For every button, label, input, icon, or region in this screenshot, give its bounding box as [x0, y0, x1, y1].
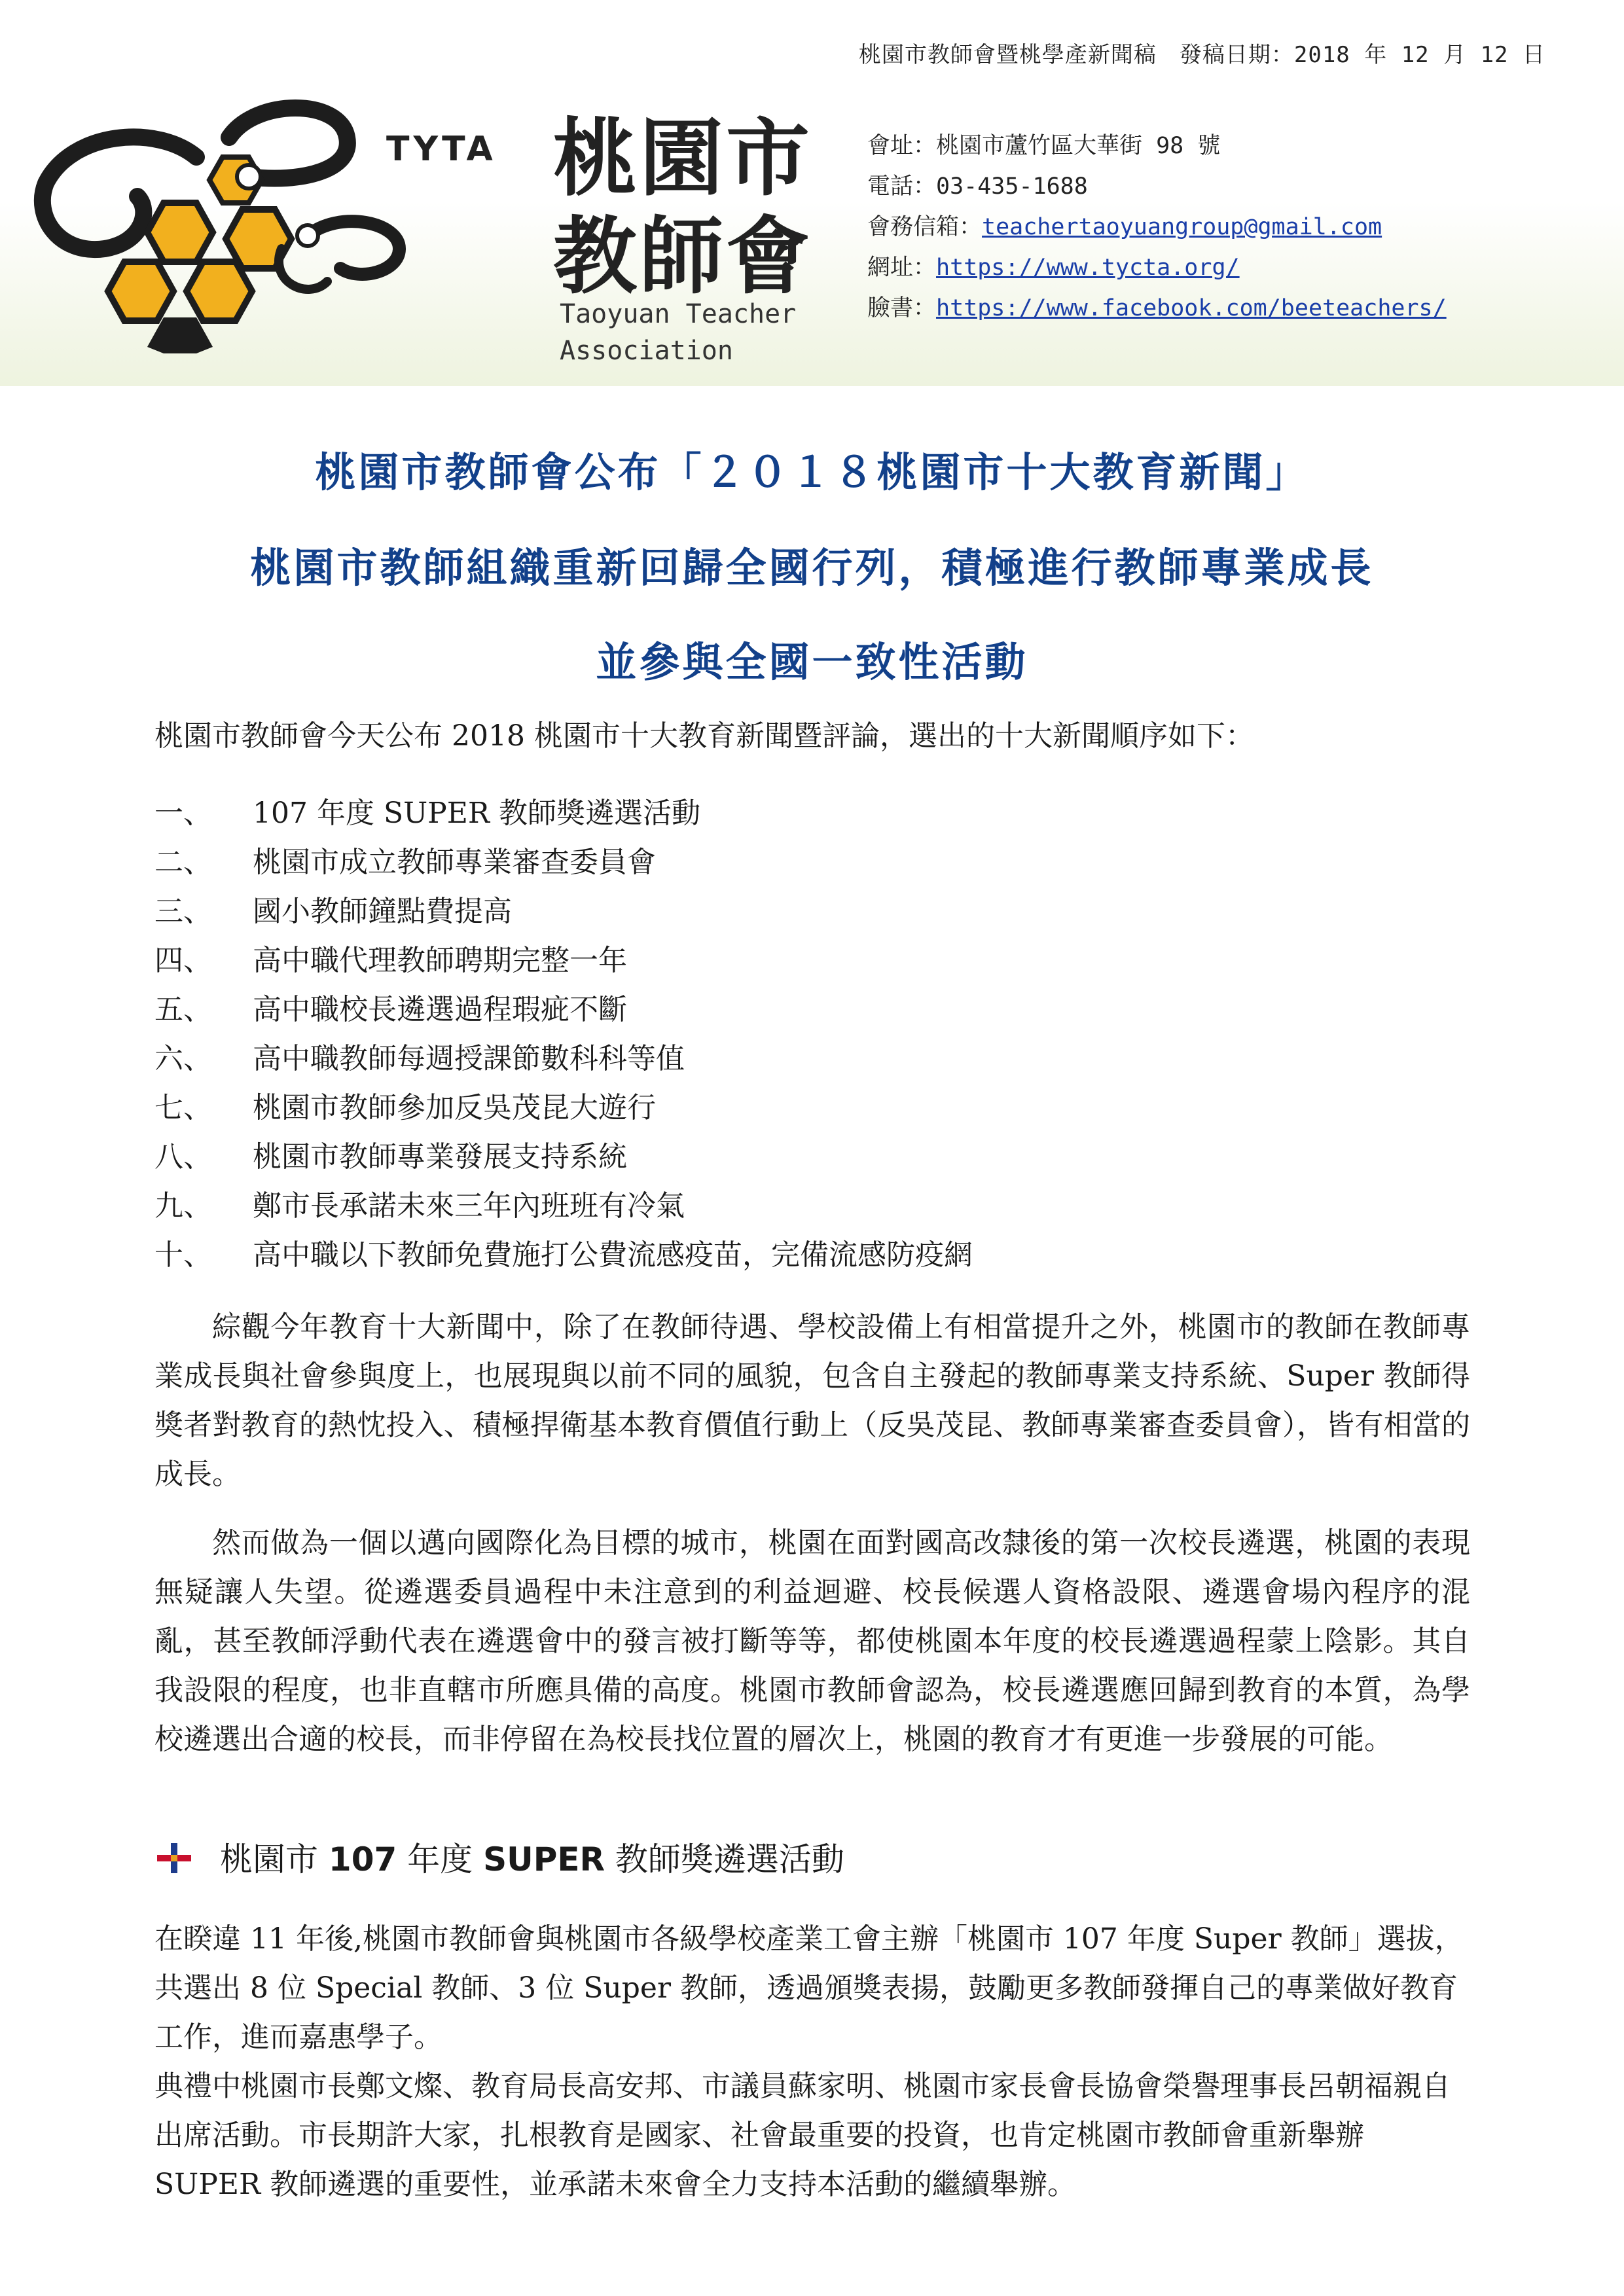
- contact-email: [867, 207, 1447, 247]
- list-number: 三、: [154, 895, 212, 928]
- contact-label: 臉書：: [867, 295, 937, 321]
- press-release-line: 桃園市教師會暨桃學產新聞稿 發稿日期：2018 年 12 月 12 日: [858, 42, 1545, 68]
- list-item: [154, 887, 1490, 936]
- org-name-en-line2: Association: [560, 336, 733, 366]
- heading-text: 桃園市: [220, 1840, 329, 1878]
- org-name-zh-line2: 教師會: [553, 208, 813, 306]
- website-link[interactable]: https://www.tycta.org/: [936, 255, 1240, 281]
- list-text: 桃園市教師專業發展支持系統: [253, 1140, 627, 1174]
- list-text: 高中職校長遴選過程瑕疵不斷: [253, 993, 627, 1026]
- heading-text: 教師獎遴選活動: [605, 1840, 844, 1878]
- subtitle-line1: 桃園市教師組織重新回歸全國行列，積極進行教師專業成長: [250, 544, 1374, 592]
- heading-text: 年度: [397, 1840, 484, 1878]
- list-text: 高中職代理教師聘期完整一年: [253, 944, 627, 977]
- contact-value: 桃園市蘆竹區大華街 98 號: [936, 133, 1221, 159]
- intro-paragraph: 桃園市教師會今天公布 2018 桃園市十大教育新聞暨評論，選出的十大新聞順序如下：: [154, 719, 1254, 753]
- list-number: 十、: [154, 1238, 212, 1272]
- contact-label: 網址：: [867, 255, 937, 281]
- section-heading: [154, 1837, 844, 1882]
- top-ten-news-list: [154, 789, 1490, 1280]
- list-number: 八、: [154, 1140, 212, 1174]
- bee-logo-icon: [33, 85, 543, 360]
- list-item: [154, 985, 1490, 1034]
- contact-address: [867, 126, 1447, 166]
- contact-facebook: [867, 288, 1447, 329]
- plus-bullet-icon: [154, 1842, 194, 1874]
- email-link[interactable]: teachertaoyuangroup@gmail.com: [982, 214, 1382, 240]
- contact-label: 會務信箱：: [867, 214, 983, 240]
- list-number: 七、: [154, 1091, 212, 1124]
- list-item: [154, 1083, 1490, 1132]
- list-item: [154, 1181, 1490, 1230]
- list-number: 一、: [154, 797, 212, 830]
- contact-website: [867, 247, 1447, 288]
- super-teacher-paragraph: 在睽違 11 年後,桃園市教師會與桃園市各級學校產業工會主辦「桃園市 107 年度 Super 教師」選拔，共選出 8 位 Special 教師、3 位 Super 教師，透過頒獎表揚，鼓勵更多教師發揮自己的專業做好教育工作，進而嘉惠學子。: [154, 1922, 1464, 2054]
- contact-phone: [867, 166, 1447, 207]
- principal-selection-paragraph: 然而做為一個以邁向國際化為目標的城市，桃園在面對國高改隸後的第一次校長遴選，桃園的表現無疑讓人失望。從遴選委員過程中未注意到的利益迴避、校長候選人資格設限、遴選會場內程序的混亂，甚至教師浮動代表在遴選會中的發言被打斷等等，都使桃園本年度的校長遴選過程蒙上陰影。其自我設限的程度，也非直轄市所應具備的高度。桃園市教師會認為，校長遴選應回歸到教育的本質，為學校遴選出合適的校長，而非停留在為校長找位置的層次上，桃園的教育才有更進一步發展的可能。: [154, 1526, 1470, 1756]
- list-number: 六、: [154, 1042, 212, 1075]
- list-item: [154, 1034, 1490, 1083]
- list-item: [154, 1230, 1490, 1280]
- summary-paragraph: 綜觀今年教育十大新聞中，除了在教師待遇、學校設備上有相當提升之外，桃園市的教師在教師專業成長與社會參與度上，也展現與以前不同的風貌，包含自主發起的教師專業支持系統、Super 教師得獎者對教育的熱忱投入、積極捍衛基本教育價值行動上（反吳茂昆、教師專業審查委員會），皆有相當的成長。: [154, 1310, 1470, 1491]
- org-name-en: [560, 296, 796, 369]
- list-number: 二、: [154, 846, 212, 879]
- org-name-zh: [553, 110, 812, 306]
- list-text: 107 年度 SUPER 教師獎遴選活動: [253, 797, 701, 830]
- contact-block: [867, 126, 1447, 329]
- org-name-zh-line1: 桃園市: [553, 110, 813, 207]
- subtitle-line2: 並參與全國一致性活動: [596, 638, 1028, 686]
- list-item: [154, 789, 1490, 838]
- contact-label: 電話：: [867, 173, 937, 200]
- list-text: 桃園市教師參加反吳茂昆大遊行: [253, 1091, 656, 1124]
- contact-label: 會址：: [867, 133, 937, 159]
- list-text: 高中職教師每週授課節數科科等值: [253, 1042, 685, 1075]
- headline-title: 桃園市教師會公布「２０１８桃園市十大教育新聞」: [315, 448, 1309, 496]
- org-name-en-line1: Taoyuan Teacher: [560, 299, 797, 329]
- list-text: 鄭市長承諾未來三年內班班有冷氣: [253, 1189, 685, 1223]
- list-item: [154, 1132, 1490, 1181]
- heading-year: 107: [328, 1840, 397, 1878]
- heading-super: SUPER: [483, 1840, 605, 1878]
- list-text: 高中職以下教師免費施打公費流感疫苗，完備流感防疫網: [253, 1238, 973, 1272]
- list-item: [154, 936, 1490, 985]
- list-text: 桃園市成立教師專業審查委員會: [253, 846, 656, 879]
- list-item: [154, 838, 1490, 887]
- facebook-link[interactable]: https://www.facebook.com/beeteachers/: [936, 295, 1447, 321]
- list-number: 四、: [154, 944, 212, 977]
- contact-value: 03-435-1688: [936, 173, 1088, 200]
- list-text: 國小教師鐘點費提高: [253, 895, 512, 928]
- ceremony-paragraph: 典禮中桃園市長鄭文燦、教育局長高安邦、市議員蘇家明、桃園市家長會長協會榮譽理事長呂朝福親自出席活動。市長期許大家，扎根教育是國家、社會最重要的投資，也肯定桃園市教師會重新舉辦 SUPER 教師遴選的重要性，並承諾未來會全力支持本活動的繼續舉辦。: [154, 2070, 1451, 2201]
- list-number: 九、: [154, 1189, 212, 1223]
- logo-wordmark: TYTA: [386, 130, 497, 169]
- list-number: 五、: [154, 993, 212, 1026]
